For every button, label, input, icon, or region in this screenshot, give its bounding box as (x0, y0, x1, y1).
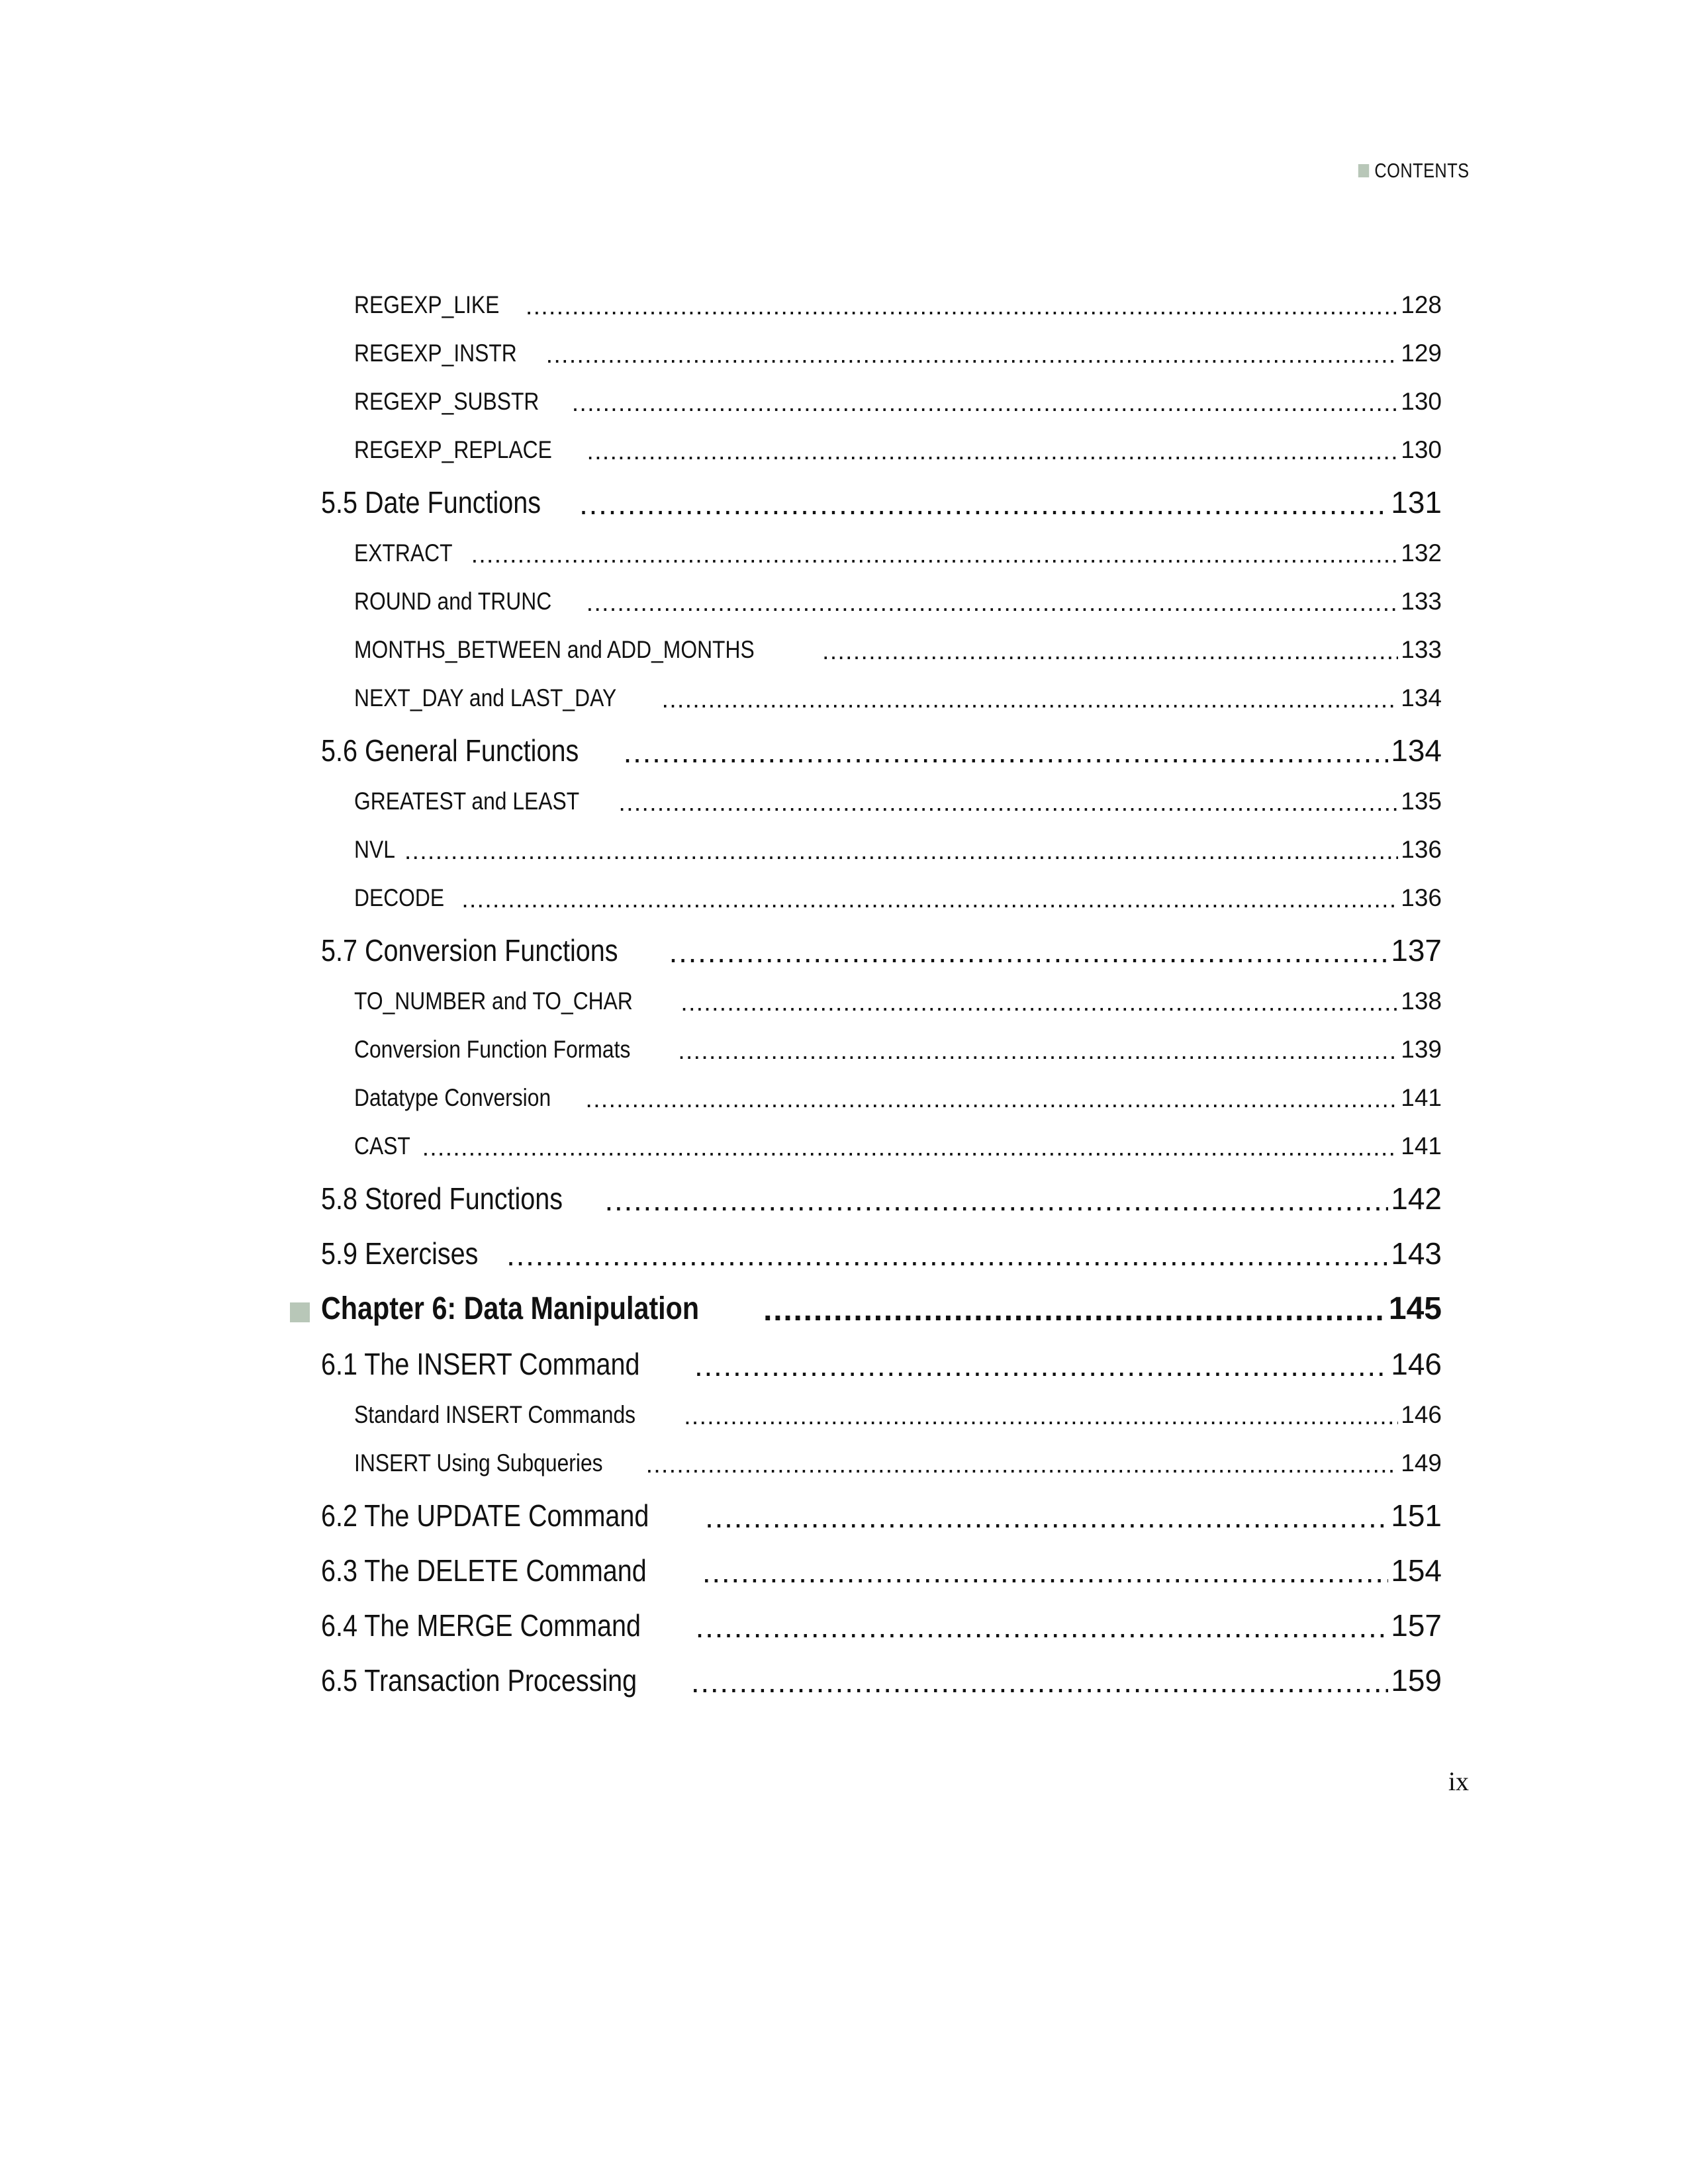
dot-leader (691, 1666, 1388, 1697)
toc-entry-label: DECODE (354, 884, 445, 911)
toc-entry (354, 539, 1442, 579)
toc-section-label: 6.1 The INSERT Command (321, 1347, 640, 1381)
toc-entry-page: 135 (1401, 788, 1442, 815)
toc-entry-label: MONTHS_BETWEEN and ADD_MONTHS (354, 636, 755, 663)
toc-entry (354, 436, 1442, 476)
toc-entry-page: 133 (1401, 588, 1442, 615)
dot-leader (572, 390, 1398, 415)
toc-section-label: 6.3 The DELETE Command (321, 1553, 647, 1588)
dot-leader (526, 294, 1398, 318)
toc-entry-label: GREATEST and LEAST (354, 788, 580, 815)
chapter-square-icon (290, 1302, 310, 1322)
page-number: ix (1448, 1766, 1469, 1796)
toc-section-page: 159 (1391, 1663, 1442, 1698)
toc-chapter-page: 145 (1388, 1291, 1442, 1326)
toc-section (321, 1662, 1442, 1710)
toc-entry-page: 146 (1401, 1401, 1442, 1428)
toc-section-page: 151 (1391, 1498, 1442, 1533)
dot-leader (662, 687, 1399, 711)
dot-leader (696, 1612, 1389, 1642)
header-square-icon (1358, 164, 1368, 177)
toc-section-page: 131 (1391, 485, 1442, 520)
toc-entry-label: NEXT_DAY and LAST_DAY (354, 684, 617, 711)
dot-leader (546, 342, 1398, 367)
toc-entry-page: 139 (1401, 1036, 1442, 1063)
dot-leader (763, 1295, 1386, 1326)
toc-entry (354, 1449, 1442, 1489)
toc-entry-label: INSERT Using Subqueries (354, 1449, 603, 1477)
toc-section-label: 5.5 Date Functions (321, 485, 541, 520)
toc-section-page: 137 (1391, 933, 1442, 968)
toc-entry (354, 836, 1442, 876)
dot-leader (694, 1350, 1388, 1381)
toc-entry-label: NVL (354, 836, 395, 863)
toc-section (321, 484, 1442, 532)
toc-entry-page: 132 (1401, 539, 1442, 567)
toc-entry-label: REGEXP_LIKE (354, 291, 500, 318)
toc-entry-label: REGEXP_INSTR (354, 340, 517, 367)
toc-section (321, 1181, 1442, 1228)
toc-entry-page: 149 (1401, 1449, 1442, 1477)
toc-section (321, 1346, 1442, 1394)
toc-chapter-label: Chapter 6: Data Manipulation (321, 1291, 700, 1326)
toc-entry (354, 987, 1442, 1027)
toc-section (321, 933, 1442, 980)
toc-entry-page: 133 (1401, 636, 1442, 663)
toc-entry-page: 141 (1401, 1132, 1442, 1160)
dot-leader (587, 439, 1399, 463)
dot-leader (506, 1240, 1388, 1270)
toc-entry (354, 340, 1442, 379)
toc-section-page: 142 (1391, 1181, 1442, 1216)
toc-section (321, 1498, 1442, 1545)
dot-leader (586, 1087, 1399, 1111)
toc-entry (354, 1036, 1442, 1075)
dot-leader (702, 1557, 1388, 1587)
toc-entry (354, 636, 1442, 676)
toc-entry-page: 130 (1401, 436, 1442, 463)
toc-section-page: 157 (1391, 1608, 1442, 1643)
toc-entry-page: 134 (1401, 684, 1442, 711)
toc-entry-label: EXTRACT (354, 539, 453, 567)
dot-leader (684, 1404, 1398, 1428)
running-header (1358, 159, 1469, 183)
toc-entry (354, 388, 1442, 428)
toc-section (321, 1553, 1442, 1600)
dot-leader (624, 737, 1389, 767)
dot-leader (586, 590, 1398, 615)
toc-entry (354, 1132, 1442, 1172)
toc-section-label: 5.9 Exercises (321, 1236, 479, 1271)
toc-entry (354, 884, 1442, 924)
dot-leader (678, 1038, 1398, 1063)
toc-section-label: 6.5 Transaction Processing (321, 1663, 637, 1698)
toc-entry-page: 136 (1401, 836, 1442, 863)
toc-section-label: 6.2 The UPDATE Command (321, 1498, 649, 1533)
dot-leader (669, 936, 1389, 967)
running-title: CONTENTS (1374, 159, 1469, 182)
toc-entry (354, 1084, 1442, 1124)
dot-leader (680, 990, 1398, 1015)
toc-entry-label: Conversion Function Formats (354, 1036, 631, 1063)
dot-leader (705, 1502, 1388, 1532)
toc-entry-page: 130 (1401, 388, 1442, 415)
toc-entry-label: CAST (354, 1132, 410, 1160)
toc-entry-label: REGEXP_SUBSTR (354, 388, 539, 415)
toc-entry-page: 128 (1401, 291, 1442, 318)
toc-section-label: 5.8 Stored Functions (321, 1181, 563, 1216)
toc-entry-label: REGEXP_REPLACE (354, 436, 552, 463)
toc-section-page: 134 (1391, 733, 1442, 768)
dot-leader (646, 1452, 1399, 1477)
toc-section-label: 5.7 Conversion Functions (321, 933, 618, 968)
toc-section-page: 154 (1391, 1553, 1442, 1588)
dot-leader (619, 790, 1399, 815)
dot-leader (822, 639, 1398, 663)
toc-section (321, 1608, 1442, 1655)
toc-entry-label: Standard INSERT Commands (354, 1401, 636, 1428)
toc-entry-page: 136 (1401, 884, 1442, 911)
toc-section (321, 733, 1442, 780)
toc-section (321, 1236, 1442, 1283)
toc-section-page: 146 (1391, 1347, 1442, 1381)
toc-entry-label: ROUND and TRUNC (354, 588, 552, 615)
toc-section-label: 6.4 The MERGE Command (321, 1608, 641, 1643)
toc-entry (354, 588, 1442, 627)
dot-leader (422, 1135, 1399, 1160)
toc-entry-label: Datatype Conversion (354, 1084, 551, 1111)
dot-leader (471, 542, 1399, 567)
dot-leader (404, 839, 1398, 863)
toc-entry (354, 1401, 1442, 1441)
toc-entry (354, 291, 1442, 331)
toc-entry-label: TO_NUMBER and TO_CHAR (354, 987, 633, 1015)
toc-section-page: 143 (1391, 1236, 1442, 1271)
toc-entry-page: 129 (1401, 340, 1442, 367)
toc-entry-page: 141 (1401, 1084, 1442, 1111)
toc-chapter (321, 1291, 1442, 1340)
dot-leader (604, 1185, 1388, 1215)
dot-leader (579, 488, 1388, 519)
toc-entry (354, 684, 1442, 724)
toc-section-label: 5.6 General Functions (321, 733, 579, 768)
dot-leader (461, 887, 1398, 911)
toc-entry (354, 788, 1442, 827)
toc-entry-page: 138 (1401, 987, 1442, 1015)
